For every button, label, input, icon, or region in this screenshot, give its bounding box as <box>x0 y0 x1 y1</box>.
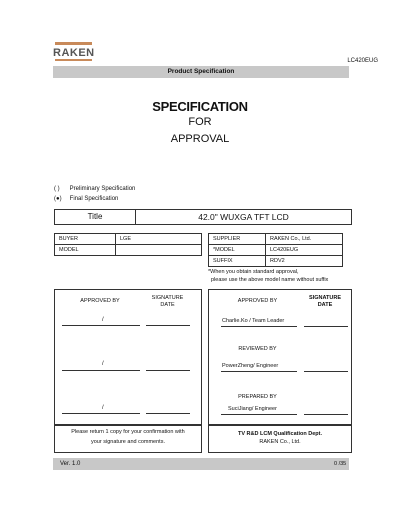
model-value <box>116 245 202 256</box>
title-line-approval: APPROVAL <box>170 133 230 145</box>
option-label: Final Specification <box>69 196 119 202</box>
approval-note <box>208 268 328 284</box>
page-number: 0 /35 <box>334 461 347 467</box>
approver-name: Charlie.Ko / Team Leader <box>222 318 285 324</box>
option-label: Preliminary Specification <box>69 186 136 192</box>
date-slash: / <box>102 317 104 323</box>
buyer-approval-panel <box>54 289 202 426</box>
preparer-name: SuciJiang/ Engineer <box>228 406 277 412</box>
approver-line <box>62 325 140 326</box>
return-line-2: your signature and comments. <box>91 439 165 445</box>
document-id: LC420EUG <box>347 58 378 64</box>
title-value: 42.0" WUXGA TFT LCD <box>198 212 289 222</box>
note-line: *When you obtain standard approval, <box>208 269 299 275</box>
title-row <box>54 209 352 225</box>
suffix-label: SUFFIX <box>209 256 266 267</box>
approver-line <box>221 326 297 327</box>
preparer-line <box>62 413 140 414</box>
date-slash: / <box>102 405 104 411</box>
note-line: please use the above model name without suffix <box>211 277 329 283</box>
logo-top-stripe <box>55 42 92 45</box>
reviewed-by-heading: REVIEWED BY <box>238 346 277 352</box>
option-preliminary <box>54 186 135 192</box>
signature-line <box>146 413 190 414</box>
table-row <box>209 256 343 267</box>
option-mark: ( ) <box>54 186 60 192</box>
option-final <box>54 196 118 202</box>
model-value: LC420EUG <box>266 245 343 256</box>
table-row <box>55 245 202 256</box>
page-title: SPECIFICATION <box>152 99 248 114</box>
reviewer-name: PowerZheng/ Engineer <box>222 363 279 369</box>
title-line-for: FOR <box>188 116 212 128</box>
supplier-label: SUPPLIER <box>209 234 266 245</box>
table-row <box>209 234 343 245</box>
company-name: RAKEN Co., Ltd. <box>259 439 301 445</box>
table-row <box>209 245 343 256</box>
prepared-by-heading: PREPARED BY <box>238 394 277 400</box>
footer-bar <box>53 458 349 470</box>
company-logo: RAKEN <box>53 47 95 59</box>
suffix-value: RDV2 <box>266 256 343 267</box>
option-mark: (●) <box>54 196 62 202</box>
return-instructions-box <box>54 424 202 453</box>
signature-line <box>304 326 348 327</box>
department-box <box>208 424 352 453</box>
signature-heading: SIGNATURE DATE <box>309 295 341 308</box>
supplier-table <box>208 233 343 267</box>
signature-heading: SIGNATURE DATE <box>151 295 184 308</box>
return-line-1: Please return 1 copy for your confirmation with <box>71 429 185 435</box>
buyer-label: BUYER <box>55 234 116 245</box>
version-label: Ver. 1.0 <box>60 461 81 467</box>
reviewer-line <box>62 370 140 371</box>
department-name: TV R&D LCM Qualification Dept. <box>237 431 323 437</box>
title-label: Title <box>55 210 136 224</box>
reviewer-line <box>221 371 297 372</box>
table-row <box>55 234 202 245</box>
buyer-table <box>54 233 202 256</box>
signature-line <box>304 414 348 415</box>
signature-line <box>146 370 190 371</box>
supplier-value: RAKEN Co., Ltd. <box>266 234 343 245</box>
model-label: *MODEL <box>209 245 266 256</box>
model-label: MODEL <box>55 245 116 256</box>
approved-by-heading: APPROVED BY <box>237 298 278 304</box>
date-slash: / <box>102 361 104 367</box>
preparer-line <box>221 414 297 415</box>
signature-line <box>146 325 190 326</box>
signature-line <box>304 371 348 372</box>
approved-by-heading: APPROVED BY <box>80 298 120 304</box>
header-bar-title: Product Specification <box>167 68 235 75</box>
logo-bottom-stripe <box>55 59 92 61</box>
buyer-value: LGE <box>116 234 202 245</box>
